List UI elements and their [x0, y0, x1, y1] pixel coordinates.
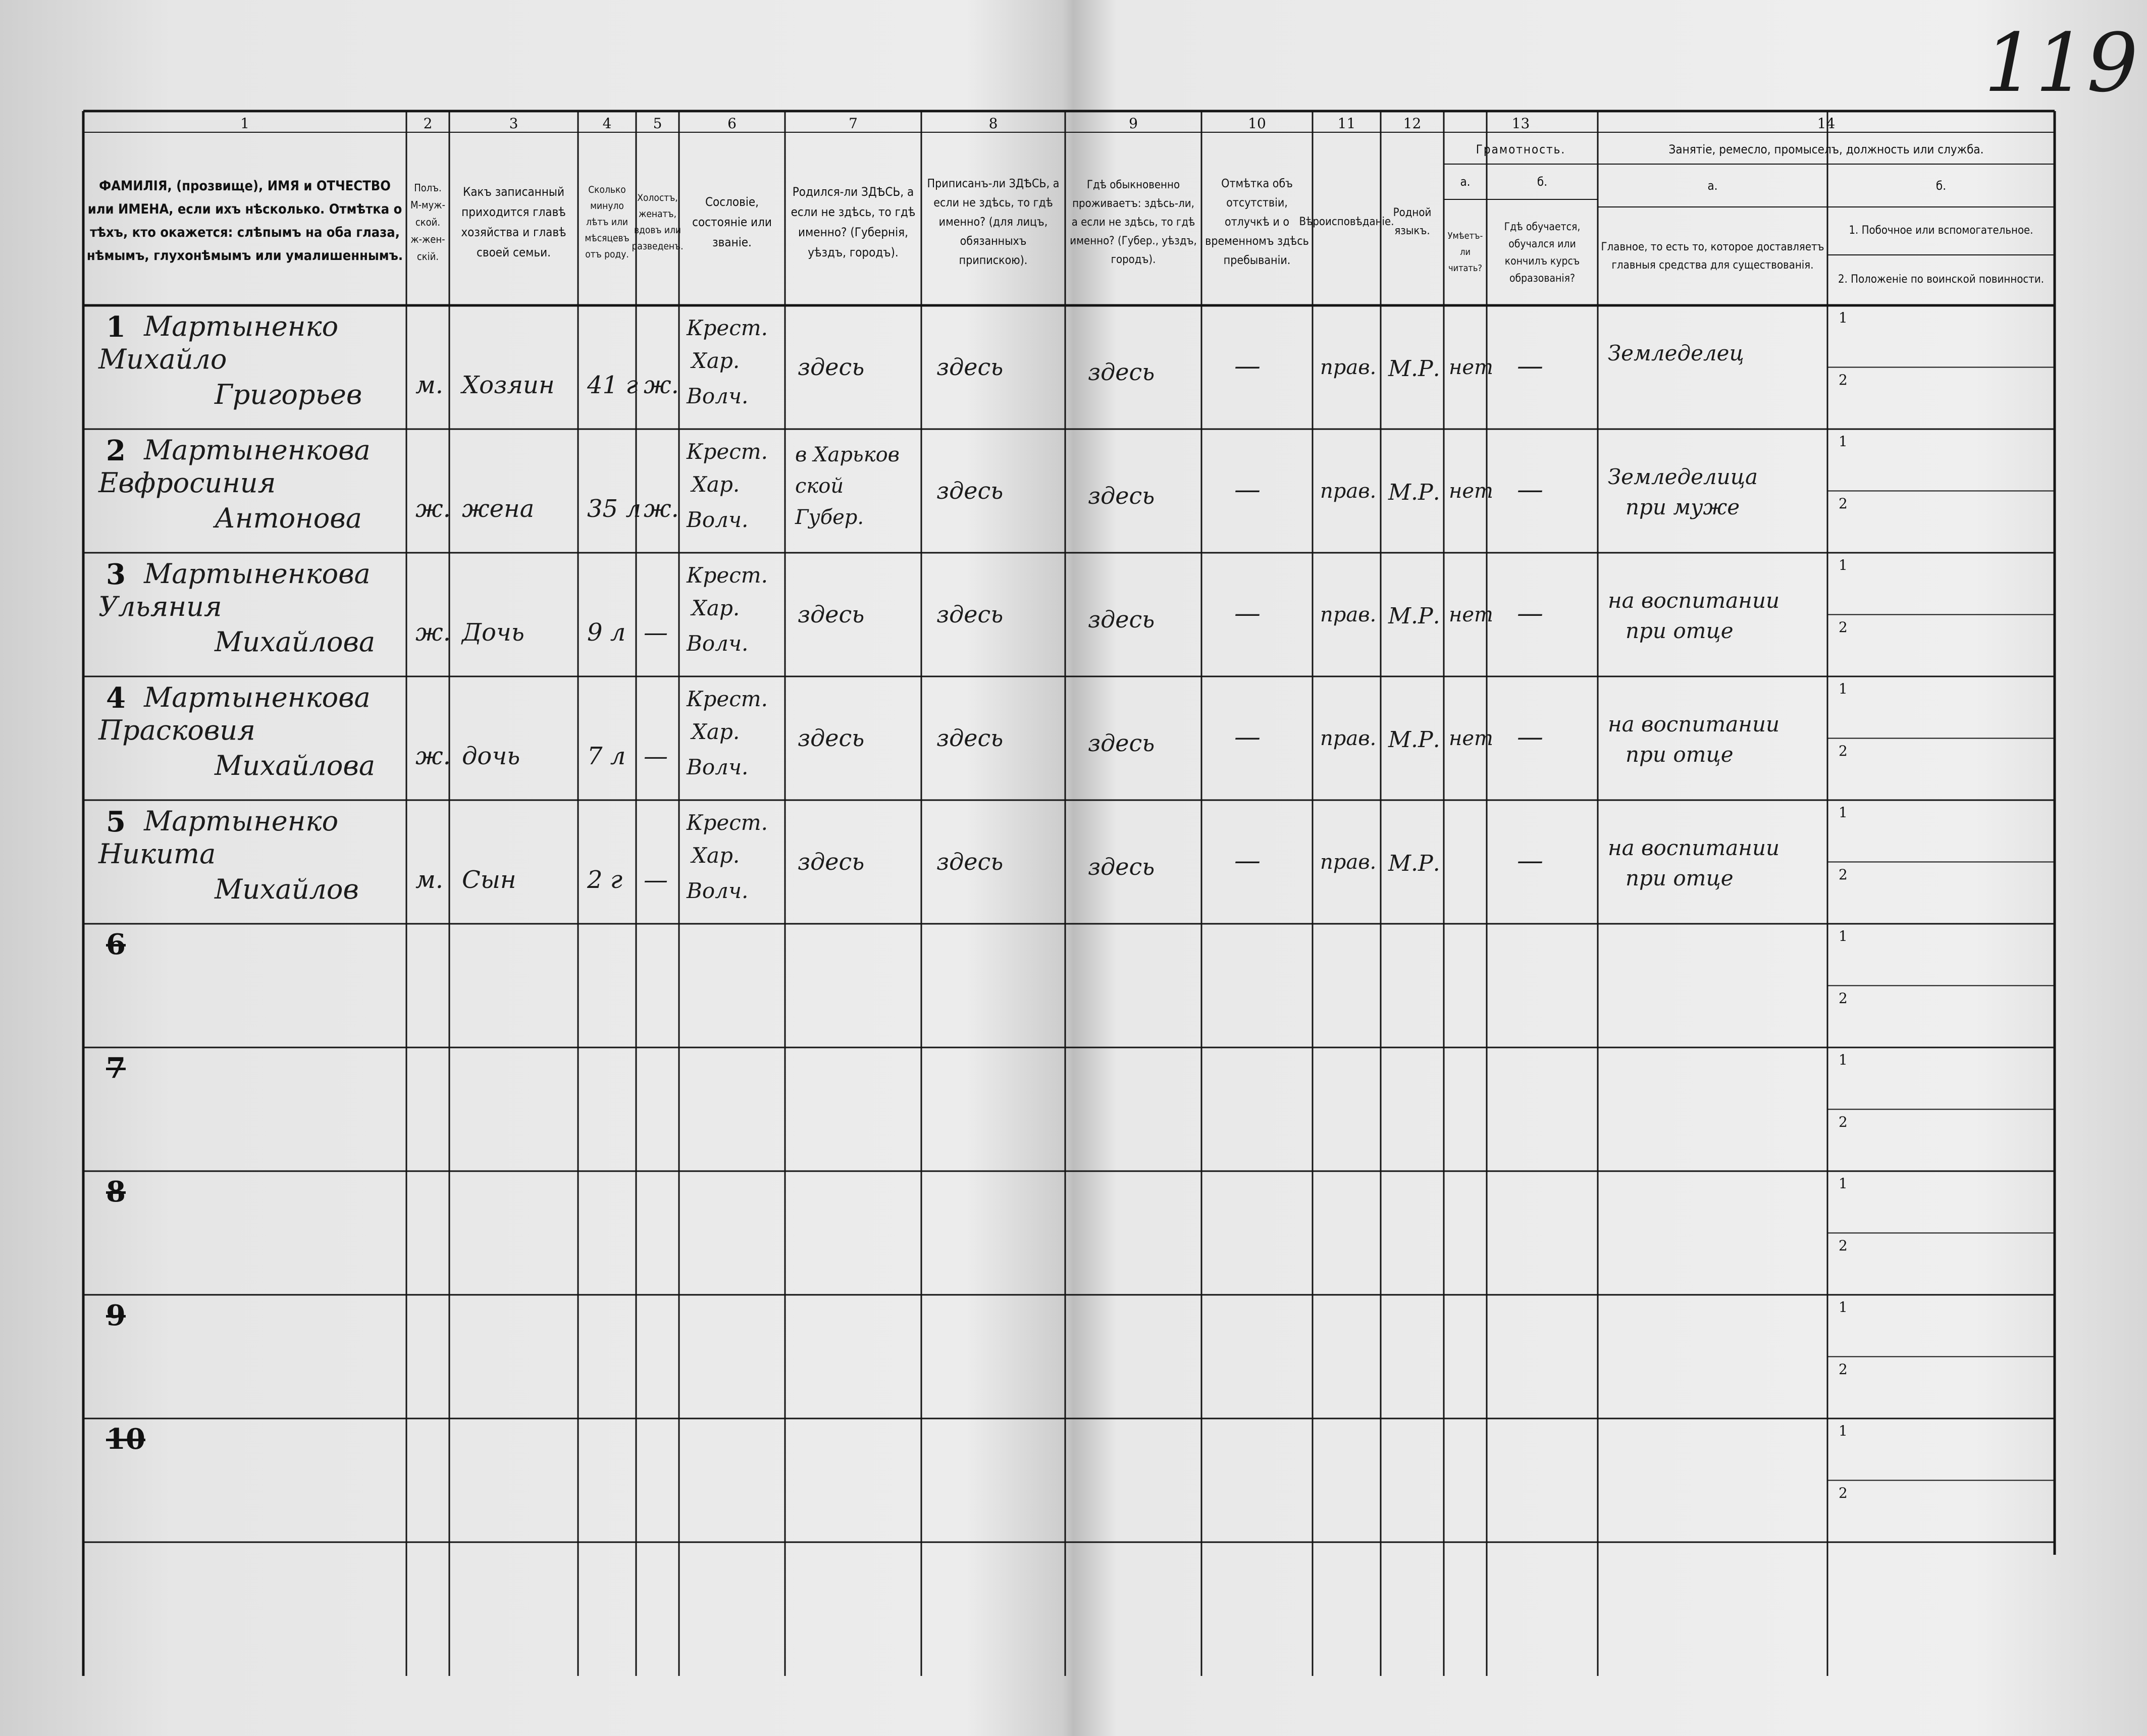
language-value: М.Р.: [1388, 603, 1440, 629]
birthplace-value: здесь: [798, 724, 865, 752]
column-header-c14b_2: [1830, 256, 2052, 303]
occupation-line-1: на воспитании: [1608, 712, 1780, 737]
sub-row-1-marker: 1: [1839, 1299, 1848, 1316]
column-number: 7: [849, 115, 858, 132]
person-surname: Мартыненкова: [144, 681, 371, 713]
column-number: 6: [727, 115, 737, 132]
sub-row-2-marker: 2: [1839, 989, 1848, 1007]
religion-value: прав.: [1320, 356, 1377, 379]
relation-value: Дочь: [462, 618, 525, 647]
relation-value: дочь: [462, 742, 520, 770]
row-number: 7: [106, 1051, 126, 1085]
person-surname: Мартыненко: [144, 805, 339, 837]
row-number: 4: [106, 681, 126, 715]
column-number: 4: [602, 115, 612, 132]
estate-line-1: Крест.: [687, 810, 768, 835]
column-header-c1: [86, 139, 403, 303]
column-header-c13a_letter: [1447, 166, 1484, 198]
marital-value: —: [644, 742, 668, 770]
sex-value: ж.: [415, 618, 451, 647]
education-value: —: [1517, 351, 1543, 381]
age-value: 2 г: [587, 866, 623, 894]
column-header-text: Умѣетъ-ли читать?: [1447, 231, 1483, 274]
column-header-text: Родной языкъ.: [1393, 206, 1432, 237]
person-patronymic: Михайлова: [215, 750, 376, 781]
language-value: М.Р.: [1388, 851, 1440, 876]
column-header-text: 1. Побочное или вспомогательное.: [1849, 224, 2033, 237]
column-header-c13b: [1490, 202, 1595, 303]
sub-row-1-marker: 1: [1839, 1423, 1848, 1439]
estate-line-1: Крест.: [687, 563, 768, 588]
sub-row-2-marker: 2: [1839, 742, 1848, 759]
absence-value: —: [1234, 351, 1261, 381]
column-header-text: ФАМИЛІЯ, (прозвище), ИМЯ и ОТЧЕСТВО или ИМЕНА, если ихъ нѣсколько. Отмѣтка о тѣхъ, кто окажется: слѣпымъ на оба глаза, нѣмымъ, глухонѣмымъ или умалишеннымъ.: [86, 178, 403, 264]
column-header-c14b_1: [1830, 207, 2052, 254]
column-header-c9: [1068, 141, 1198, 303]
row-number: 3: [106, 558, 126, 591]
column-header-text: Полъ. М-муж-ской. ж-жен-скій.: [410, 182, 445, 262]
religion-value: прав.: [1320, 480, 1377, 503]
sex-value: м.: [415, 371, 444, 399]
column-number: 5: [653, 115, 662, 132]
column-header-text: Родился-ли ЗДѢСЬ, а если не здѣсь, то гдѣ именно? (Губернія, уѣздъ, городъ).: [791, 185, 916, 259]
sub-row-1-marker: 1: [1839, 309, 1848, 326]
registration-value: здесь: [936, 477, 1004, 504]
religion-value: прав.: [1320, 727, 1377, 750]
person-given-name: Никита: [98, 838, 216, 870]
sub-row-2-marker: 2: [1839, 618, 1848, 636]
column-header-c14b_letter: [1830, 167, 2052, 204]
occupation-line-2: при отце: [1626, 618, 1734, 643]
column-header-text: а.: [1460, 175, 1471, 189]
occupation-line-1: на воспитании: [1608, 588, 1780, 613]
person-given-name: Евфросиния: [98, 467, 276, 499]
column-header-text: Приписанъ-ли ЗДѢСЬ, а если не здѣсь, то гдѣ именно? (для лицъ, обязанныхъ припискою).: [927, 177, 1060, 267]
column-header-text: Какъ записанный приходится главѣ хозяйства и главѣ своей семьи.: [461, 185, 566, 259]
age-value: 9 л: [587, 618, 626, 647]
residence-value: здесь: [1088, 729, 1155, 757]
row-number: 9: [106, 1299, 126, 1332]
language-value: М.Р.: [1388, 480, 1440, 505]
estate-line-3: Волч.: [687, 878, 749, 903]
column-header-text: Занятіе, ремесло, промыселъ, должность или служба.: [1668, 142, 1984, 156]
residence-value: здесь: [1088, 482, 1155, 509]
relation-value: Сын: [462, 866, 516, 894]
language-value: М.Р.: [1388, 727, 1440, 753]
age-value: 7 л: [587, 742, 626, 770]
column-header-text: б.: [1537, 175, 1548, 189]
sub-row-2-marker: 2: [1839, 1237, 1848, 1254]
residence-value: здесь: [1088, 358, 1155, 386]
occupation-line-2: при отце: [1626, 866, 1734, 890]
occupation-line-1: Земледелец: [1608, 341, 1744, 365]
column-header-text: Гдѣ обыкновенно проживаетъ: здѣсь-ли, а если не здѣсь, то гдѣ именно? (Губер., уѣздъ, городъ).: [1070, 178, 1197, 266]
reads-value: нет: [1449, 356, 1493, 379]
sub-row-1-marker: 1: [1839, 680, 1848, 697]
column-header-text: Грамотность.: [1476, 142, 1566, 156]
registration-value: здесь: [936, 848, 1004, 875]
column-number: 14: [1817, 115, 1836, 132]
column-number: 12: [1403, 115, 1422, 132]
age-value: 41 г: [587, 371, 638, 399]
sex-value: ж.: [415, 495, 451, 523]
row-number: 8: [106, 1175, 126, 1208]
column-header-c13b_letter: [1490, 166, 1595, 198]
estate-line-3: Волч.: [687, 384, 749, 408]
column-number: 10: [1248, 115, 1266, 132]
person-patronymic: Михайлов: [215, 873, 359, 905]
residence-value: здесь: [1088, 606, 1155, 633]
absence-value: —: [1234, 846, 1261, 876]
column-header-text: Гдѣ обучается, обучался или кончилъ курсъ образованія?: [1504, 221, 1581, 284]
row-number: 5: [106, 805, 126, 838]
reads-value: нет: [1449, 603, 1493, 626]
language-value: М.Р.: [1388, 356, 1440, 382]
person-given-name: Михайло: [98, 343, 227, 375]
marital-value: ж.: [644, 371, 679, 399]
column-number: 1: [240, 115, 249, 132]
residence-value: здесь: [1088, 853, 1155, 880]
birthplace-value: здесь: [798, 601, 865, 628]
sub-row-2-marker: 2: [1839, 866, 1848, 883]
column-header-text: Вѣроисповѣданіе.: [1299, 216, 1394, 228]
person-patronymic: Григорьев: [215, 379, 362, 410]
sub-row-1-marker: 1: [1839, 928, 1848, 944]
column-header-c12: [1384, 141, 1441, 303]
sub-row-1-marker: 1: [1839, 1051, 1848, 1068]
column-number: 9: [1129, 115, 1138, 132]
occupation-line-2: при отце: [1626, 742, 1734, 767]
registration-value: здесь: [936, 353, 1004, 381]
column-number: 2: [423, 115, 433, 132]
sex-value: м.: [415, 866, 444, 894]
column-header-c13a: [1447, 202, 1484, 303]
sub-row-2-marker: 2: [1839, 1113, 1848, 1130]
absence-value: —: [1234, 475, 1261, 505]
estate-line-1: Крест.: [687, 439, 768, 464]
person-given-name: Ульяния: [98, 591, 222, 622]
person-surname: Мартыненкова: [144, 434, 371, 466]
estate-line-1: Крест.: [687, 687, 768, 711]
person-surname: Мартыненкова: [144, 558, 371, 590]
column-header-c5: [632, 141, 684, 303]
person-given-name: Прасковия: [98, 714, 255, 746]
row-number: 10: [106, 1423, 145, 1456]
page-number: 119: [1984, 16, 2138, 110]
education-value: —: [1517, 846, 1543, 876]
column-header-text: 2. Положеніе по воинской повинности.: [1838, 273, 2044, 286]
estate-line-2: Хар.: [692, 348, 740, 373]
marital-value: —: [644, 866, 668, 894]
religion-value: прав.: [1320, 603, 1377, 626]
estate-line-3: Волч.: [687, 631, 749, 656]
sub-row-2-marker: 2: [1839, 495, 1848, 512]
estate-line-1: Крест.: [687, 315, 768, 340]
education-value: —: [1517, 475, 1543, 505]
occupation-line-2: при муже: [1626, 495, 1740, 519]
column-header-text: Отмѣтка объ отсутствіи, отлучкѣ и о временномъ здѣсь пребываніи.: [1205, 177, 1309, 267]
marital-value: —: [644, 618, 668, 647]
column-number: 13: [1511, 115, 1530, 132]
column-header-c14: [1601, 136, 2052, 163]
column-header-text: Сословіе, состояніе или званіе.: [692, 195, 772, 249]
column-header-c7: [788, 141, 918, 303]
column-header-c10: [1205, 141, 1310, 303]
column-header-text: а.: [1707, 178, 1718, 193]
column-header-c14a: [1601, 209, 1824, 303]
sub-row-2-marker: 2: [1839, 1484, 1848, 1501]
column-header-c11: [1299, 141, 1394, 303]
marital-value: ж.: [644, 495, 679, 523]
estate-line-3: Волч.: [687, 507, 749, 532]
sub-row-1-marker: 1: [1839, 433, 1848, 450]
birthplace-value: в Харьков ской Губер.: [795, 443, 900, 529]
birthplace-value: здесь: [798, 848, 865, 875]
relation-value: Хозяин: [462, 371, 555, 399]
row-number: 1: [106, 310, 126, 344]
column-number: 11: [1337, 115, 1356, 132]
column-header-text: Главное, то есть то, которое доставляетъ главныя средства для существованія.: [1601, 240, 1824, 272]
column-number: 8: [988, 115, 998, 132]
education-value: —: [1517, 722, 1543, 752]
estate-line-2: Хар.: [692, 596, 740, 620]
occupation-line-1: на воспитании: [1608, 835, 1780, 860]
sub-row-1-marker: 1: [1839, 1175, 1848, 1192]
column-header-c4: [581, 141, 633, 303]
sub-row-2-marker: 2: [1839, 371, 1848, 388]
column-header-c13: [1447, 136, 1595, 163]
sex-value: ж.: [415, 742, 451, 770]
education-value: —: [1517, 598, 1543, 628]
column-header-c8: [924, 141, 1062, 303]
registration-value: здесь: [936, 601, 1004, 628]
column-header-text: Сколько минуло лѣтъ или мѣсяцевъ отъ роду.: [585, 184, 630, 260]
column-header-c6: [682, 141, 782, 303]
relation-value: жена: [462, 495, 535, 523]
column-header-c3: [452, 141, 575, 303]
person-patronymic: Антонова: [215, 502, 362, 534]
absence-value: —: [1234, 598, 1261, 628]
row-number: 2: [106, 434, 126, 467]
person-surname: Мартыненко: [144, 310, 339, 342]
column-header-c2: [409, 141, 446, 303]
estate-line-2: Хар.: [692, 472, 740, 497]
birthplace-value: здесь: [798, 353, 865, 381]
sub-row-1-marker: 1: [1839, 804, 1848, 821]
age-value: 35 л: [587, 495, 641, 523]
registration-value: здесь: [936, 724, 1004, 752]
reads-value: нет: [1449, 727, 1493, 750]
reads-value: нет: [1449, 480, 1493, 503]
absence-value: —: [1234, 722, 1261, 752]
column-header-text: б.: [1935, 178, 1947, 193]
column-number: 3: [509, 115, 518, 132]
person-patronymic: Михайлова: [215, 626, 376, 658]
estate-line-3: Волч.: [687, 755, 749, 779]
column-header-c14a_letter: [1601, 167, 1824, 204]
religion-value: прав.: [1320, 851, 1377, 874]
occupation-line-1: Земледелица: [1608, 464, 1758, 489]
sub-row-1-marker: 1: [1839, 557, 1848, 573]
row-number: 6: [106, 928, 126, 961]
column-header-text: Холостъ, женатъ, вдовъ или разведенъ.: [632, 192, 684, 252]
estate-line-2: Хар.: [692, 843, 740, 868]
estate-line-2: Хар.: [692, 719, 740, 744]
sub-row-2-marker: 2: [1839, 1360, 1848, 1378]
